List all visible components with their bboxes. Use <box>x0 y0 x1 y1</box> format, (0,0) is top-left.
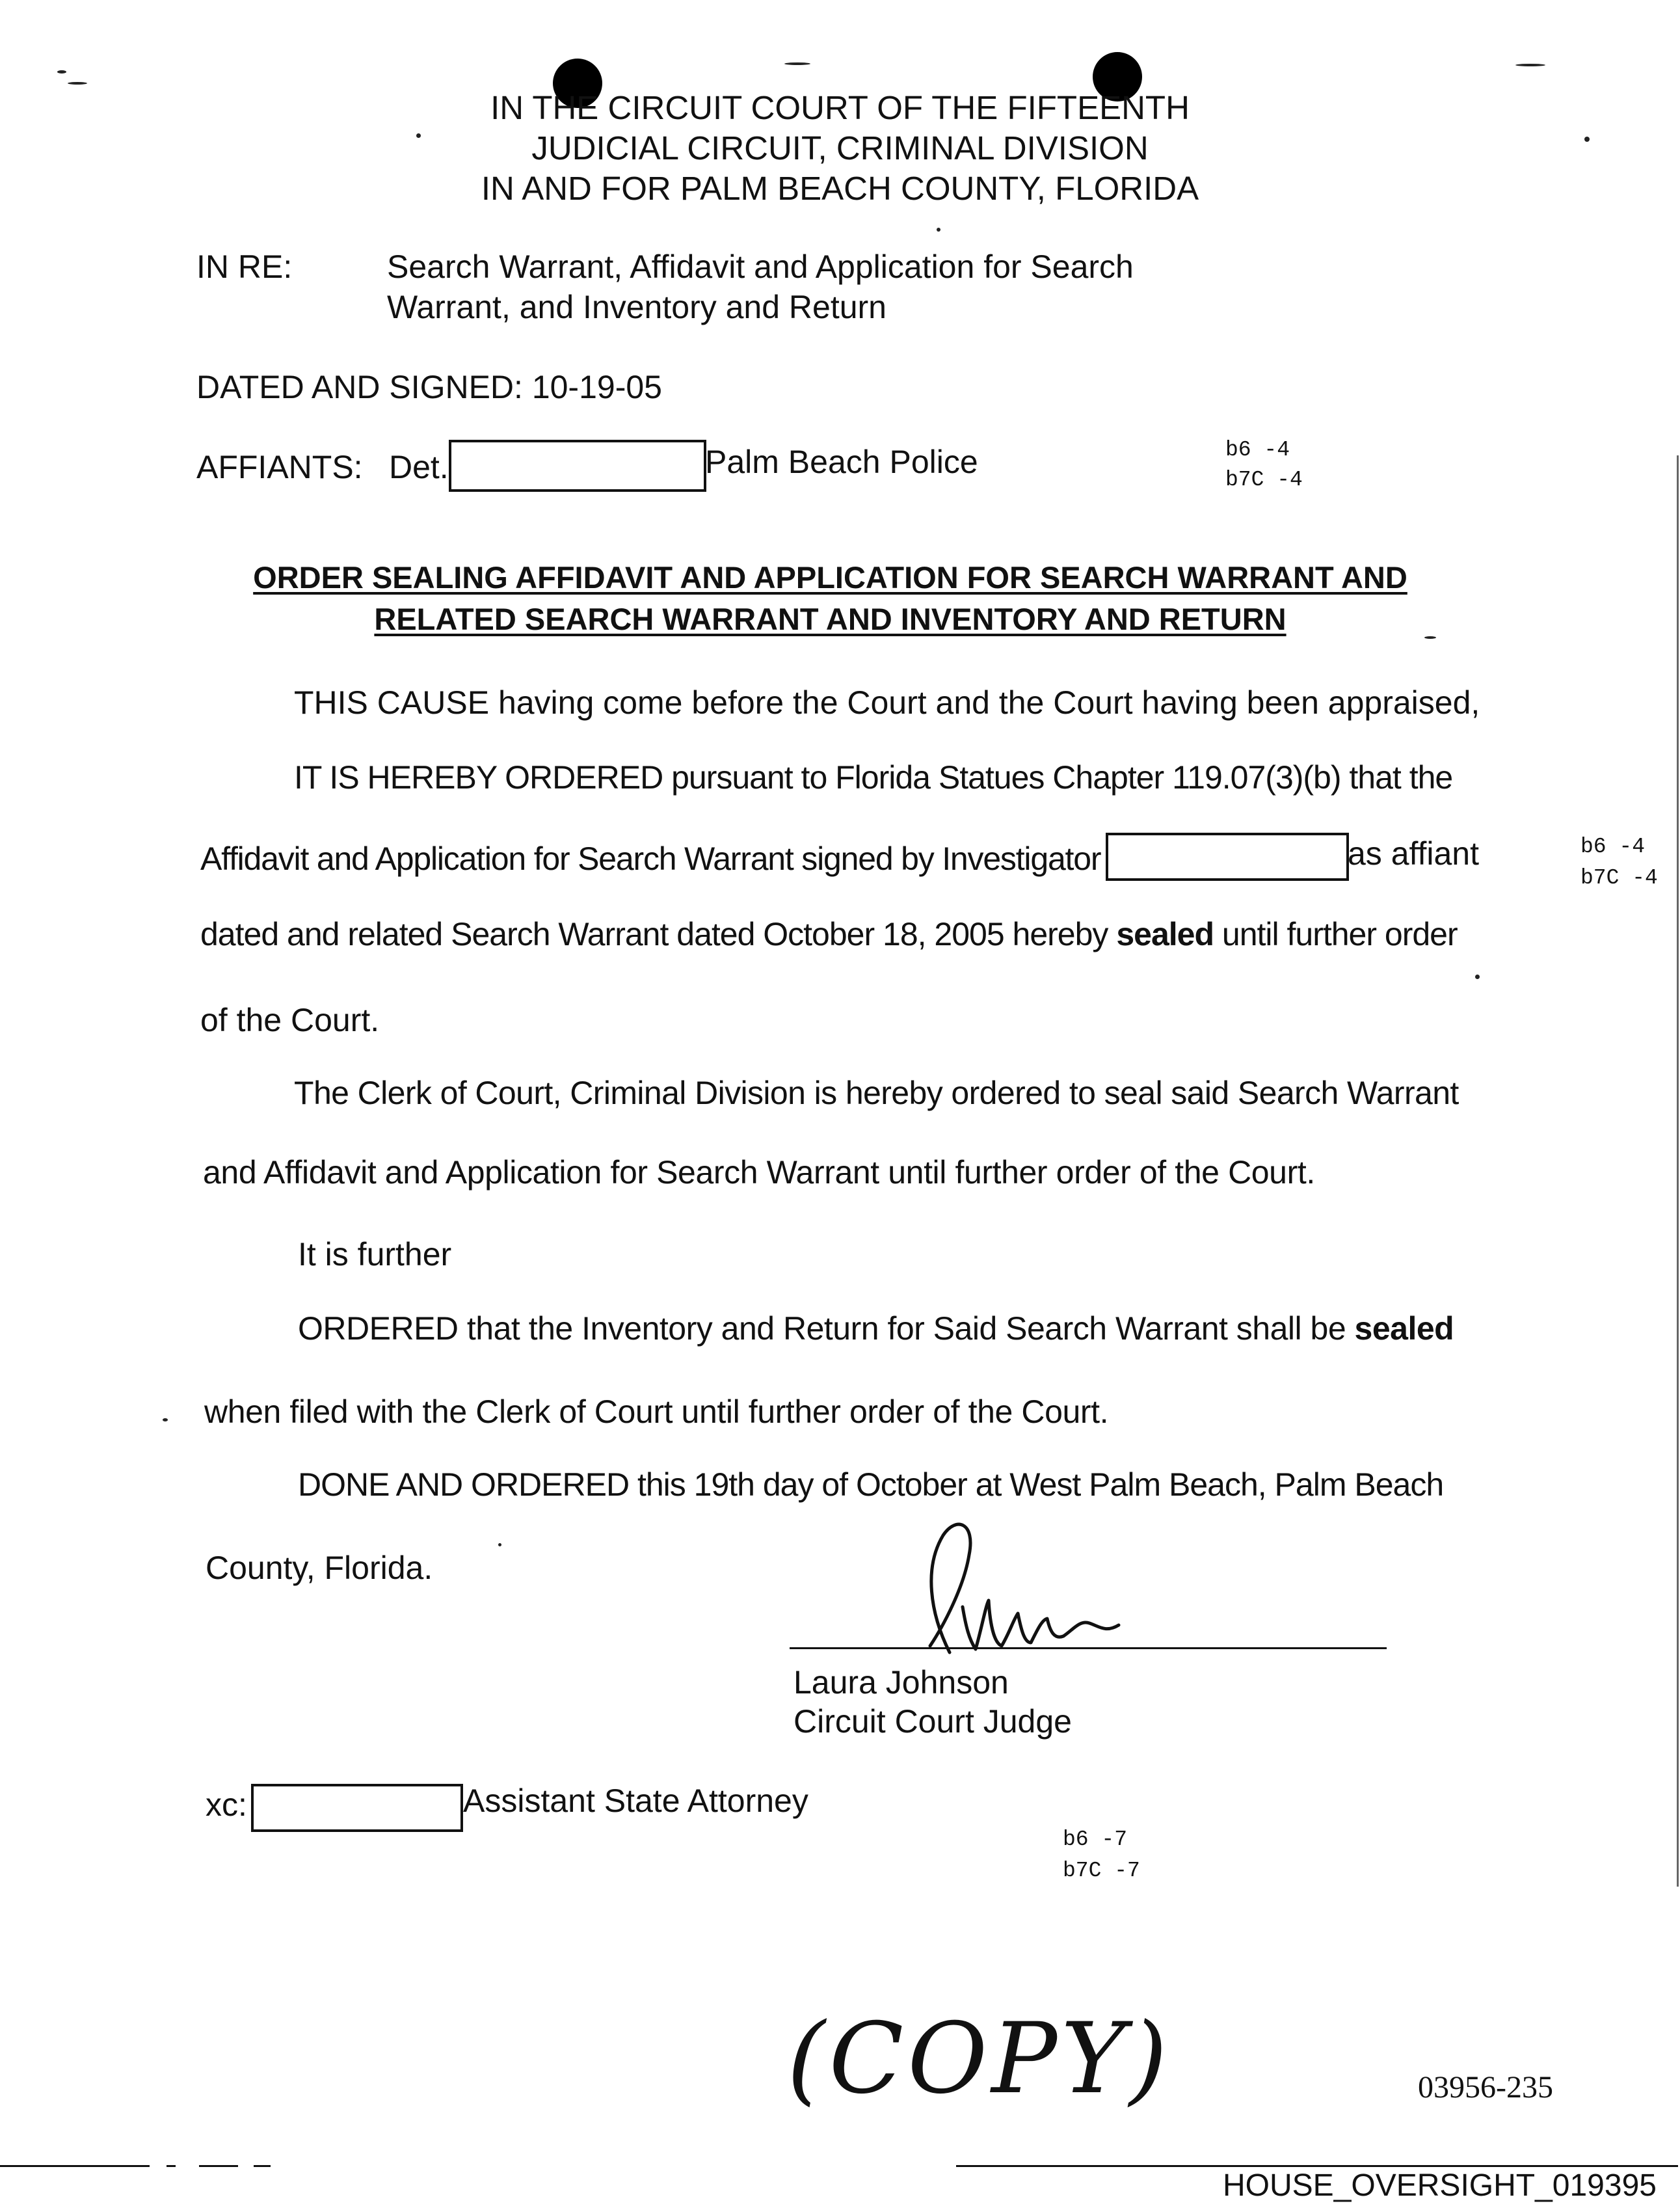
xc-label: xc: <box>206 1786 247 1823</box>
copy-handwritten-mark: (COPY) <box>787 2002 1171 2116</box>
judge-title: Circuit Court Judge <box>793 1703 1072 1740</box>
body-text: until further order <box>1214 916 1458 952</box>
court-header-line-2: JUDICIAL CIRCUIT, CRIMINAL DIVISION <box>531 129 1149 167</box>
judge-signature <box>904 1509 1177 1665</box>
body-text: dated and related Search Warrant dated October 18, 2005 hereby <box>200 916 1117 952</box>
sealed-emphasis: sealed <box>1116 916 1214 952</box>
scan-speck <box>784 62 810 65</box>
body-paragraph-clerk: The Clerk of Court, Criminal Division is hereby ordered to seal said Search Warrant <box>294 1075 1459 1111</box>
redaction-box-investigator <box>1106 833 1349 881</box>
document-number: 03956-235 <box>1418 2070 1553 2105</box>
affiants-agency: Palm Beach Police <box>705 444 978 480</box>
body-line-county: County, Florida. <box>206 1550 433 1586</box>
scan-speck <box>163 1418 168 1421</box>
in-re-line-2: Warrant, and Inventory and Return <box>387 289 887 325</box>
exemption-code: b6 -4 <box>1580 835 1646 859</box>
bottom-rule-left-dash <box>199 2165 238 2167</box>
scan-speck <box>937 228 940 232</box>
scan-edge-line <box>1677 455 1679 1887</box>
body-line-dated <box>200 915 1458 954</box>
affiants-label: AFFIANTS: <box>196 449 363 485</box>
dated-signed: DATED AND SIGNED: 10-19-05 <box>196 369 662 405</box>
judge-name: Laura Johnson <box>793 1664 1009 1701</box>
body-paragraph-1: THIS CAUSE having come before the Court and the Court having been appraised, <box>294 684 1480 721</box>
court-header-line-1: IN THE CIRCUIT COURT OF THE FIFTEENTH <box>490 89 1190 126</box>
sealed-emphasis: sealed <box>1354 1310 1454 1347</box>
in-re-line-1: Search Warrant, Affidavit and Application for Search <box>387 249 1134 285</box>
bottom-rule-left-dash <box>167 2165 176 2167</box>
scan-speck <box>1515 64 1545 66</box>
exemption-code: b6 -4 <box>1225 438 1290 462</box>
affiants-det: Det. <box>389 449 449 485</box>
body-paragraph-2: IT IS HEREBY ORDERED pursuant to Florida Statues Chapter 119.07(3)(b) that the <box>294 759 1453 796</box>
body-as-affiant: as affiant <box>1348 835 1480 872</box>
order-title-line-2: RELATED SEARCH WARRANT AND INVENTORY AND RETURN <box>374 602 1287 636</box>
body-line-investigator: Affidavit and Application for Search Warrant signed by Investigator <box>200 841 1101 877</box>
scan-speck <box>1475 975 1480 979</box>
body-line-affidavit: and Affidavit and Application for Search Warrant until further order of the Court. <box>203 1154 1315 1191</box>
body-line-when-filed: when filed with the Clerk of Court until further order of the Court. <box>204 1393 1109 1430</box>
bottom-rule-left <box>0 2165 150 2167</box>
body-text: ORDERED that the Inventory and Return for Said Search Warrant shall be <box>298 1310 1355 1347</box>
signature-line <box>790 1647 1387 1649</box>
body-line-of-court: of the Court. <box>200 1002 380 1038</box>
redaction-box-xc <box>251 1784 463 1832</box>
exemption-code: b7C -4 <box>1225 468 1303 492</box>
exemption-code: b6 -7 <box>1063 1827 1128 1851</box>
exemption-code: b7C -4 <box>1580 866 1658 890</box>
body-paragraph-ordered <box>298 1309 1454 1348</box>
scan-speck <box>498 1543 501 1546</box>
in-re-label: IN RE: <box>196 249 293 285</box>
bates-number: HOUSE_OVERSIGHT_019395 <box>1223 2168 1657 2203</box>
scan-speck <box>57 70 66 74</box>
body-it-is-further: It is further <box>298 1236 452 1272</box>
scan-speck <box>68 82 87 85</box>
order-title-line-1: ORDER SEALING AFFIDAVIT AND APPLICATION FOR SEARCH WARRANT AND <box>253 560 1407 595</box>
court-header-line-3: IN AND FOR PALM BEACH COUNTY, FLORIDA <box>481 170 1199 207</box>
xc-role: Assistant State Attorney <box>463 1783 808 1819</box>
exemption-code: b7C -7 <box>1063 1859 1140 1883</box>
redaction-box-affiant <box>449 440 706 492</box>
bottom-rule-left-dash <box>254 2165 271 2167</box>
body-paragraph-done: DONE AND ORDERED this 19th day of October at West Palm Beach, Palm Beach <box>298 1466 1444 1503</box>
